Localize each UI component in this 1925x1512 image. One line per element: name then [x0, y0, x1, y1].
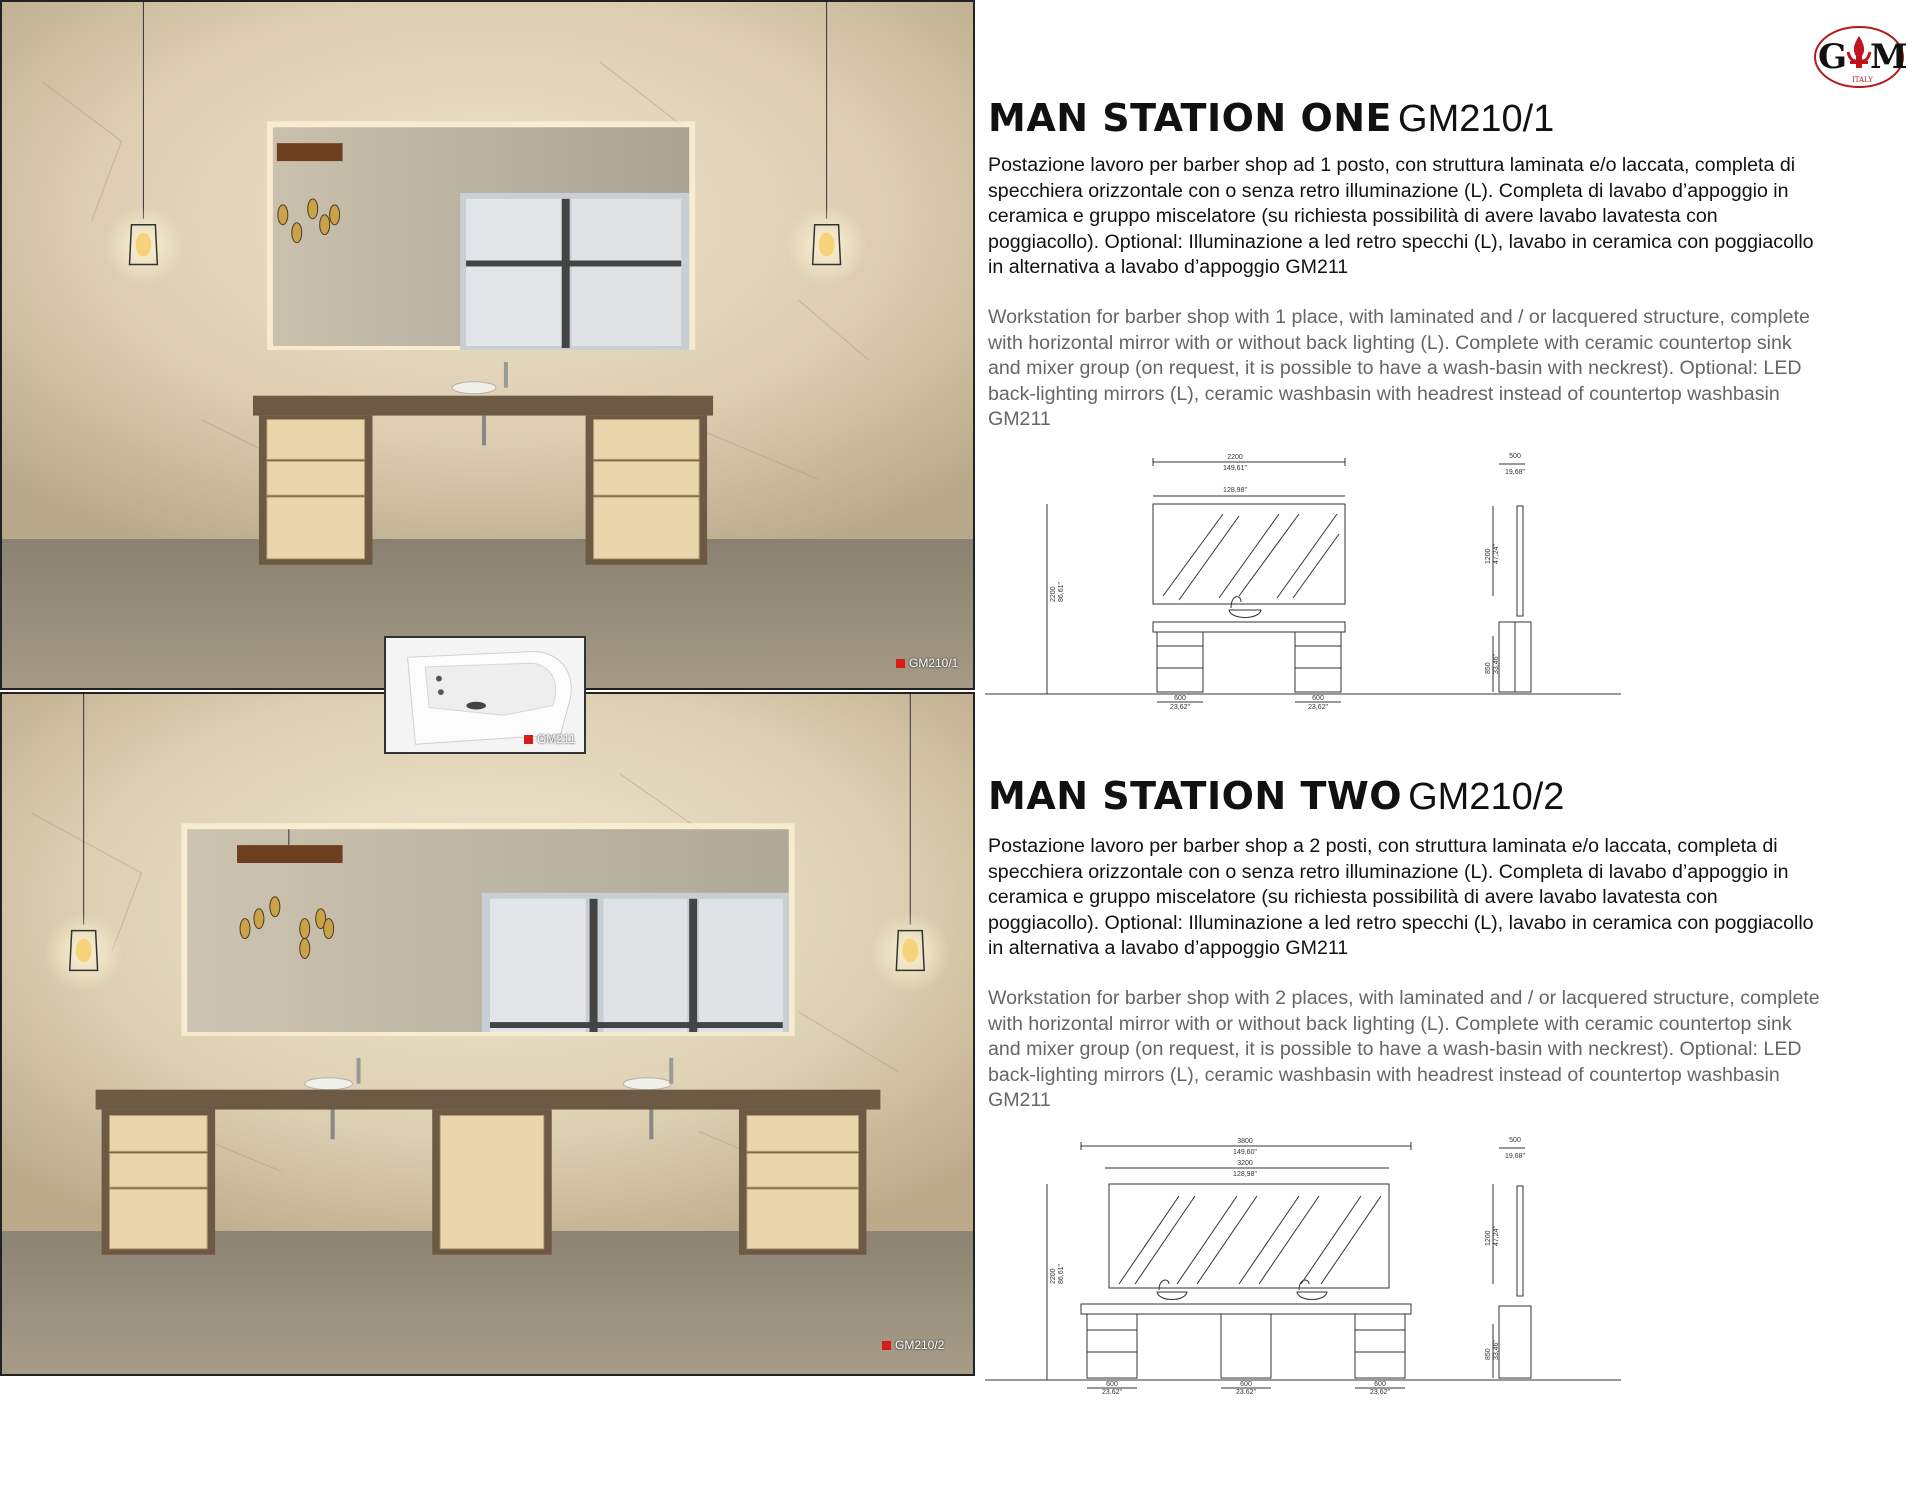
technical-drawing-station-one	[985, 446, 1621, 716]
inset-code-badge: GM211	[524, 732, 575, 746]
svg-text:1200: 1200	[1485, 1230, 1492, 1246]
svg-text:23,62": 23,62"	[1307, 704, 1329, 711]
svg-text:149,60": 149,60"	[1233, 1149, 1257, 1156]
washbasin-inset-photo	[384, 636, 586, 754]
svg-text:128,98": 128,98"	[1223, 487, 1247, 494]
description-italian: Postazione lavoro per barber shop ad 1 posto, con struttura laminata e/o laccata, completa di specchiera orizzontale con o senza retro illuminazione (L). Completa di lavabo d’appoggio in ceramica e gruppo miscelatore (su richiesta possibilità di avere lavabo lavatesta con poggiacollo). Optional: Illuminazione a led retro specchi (L), lavabo in ceramica con poggiacollo in alternativa a lavabo d’appoggio GM211	[988, 154, 1814, 278]
svg-text:86,61": 86,61"	[1058, 1263, 1065, 1284]
svg-text:2200: 2200	[1227, 454, 1243, 461]
description-english: Workstation for barber shop with 1 place, with laminated and / or lacquered structure, complete with horizontal mirror with or without back lighting (L). Complete with ceramic countertop sink and mixer group (on request, it is possible to have a wash-basin with neckrest). Optional: LED back-lighting mirrors (L), ceramic washbasin with headrest instead of countertop washbasin GM211	[988, 306, 1810, 430]
svg-text:149,61": 149,61"	[1223, 465, 1247, 472]
technical-drawing-station-two	[985, 1134, 1621, 1394]
brand-logo	[1812, 24, 1906, 90]
svg-text:47,24": 47,24"	[1493, 543, 1500, 564]
svg-text:850: 850	[1485, 1348, 1492, 1360]
product-photo-station-two	[0, 692, 975, 1376]
svg-text:47,24": 47,24"	[1493, 1225, 1500, 1246]
svg-text:128,98": 128,98"	[1233, 1171, 1257, 1178]
svg-text:86,61": 86,61"	[1058, 581, 1065, 602]
svg-text:600: 600	[1312, 695, 1324, 702]
photo-code-badge: GM210/2	[882, 1338, 944, 1352]
product-title: MAN STATION TWO GM210/2	[988, 774, 1565, 818]
svg-text:600: 600	[1106, 1381, 1118, 1388]
product-title: MAN STATION ONE GM210/1	[988, 96, 1555, 140]
svg-text:850: 850	[1485, 662, 1492, 674]
product-photo-station-one	[0, 0, 975, 690]
svg-text:600: 600	[1174, 695, 1186, 702]
svg-text:3800: 3800	[1237, 1138, 1253, 1145]
description-english: Workstation for barber shop with 2 places, with laminated and / or lacquered structure, complete with horizontal mirror with or without back lighting (L). Complete with ceramic countertop sink and mixer group (on request, it is possible to have a wash-basin with neckrest). Optional: LED back-lighting mirrors (L), ceramic washbasin with headrest instead of countertop washbasin GM211	[988, 987, 1820, 1111]
svg-text:23,62": 23,62"	[1369, 1389, 1391, 1394]
svg-text:G: G	[1818, 37, 1848, 77]
svg-text:19,68": 19,68"	[1504, 1153, 1526, 1160]
red-square-icon	[896, 659, 905, 668]
svg-text:500: 500	[1509, 453, 1521, 460]
photo-code-badge: GM210/1	[896, 656, 958, 670]
svg-text:500: 500	[1509, 1137, 1521, 1144]
svg-text:ITALY: ITALY	[1852, 76, 1873, 84]
svg-text:2200: 2200	[1050, 586, 1057, 602]
svg-text:23,62": 23,62"	[1235, 1389, 1257, 1394]
svg-text:600: 600	[1374, 1381, 1386, 1388]
svg-text:1200: 1200	[1485, 548, 1492, 564]
svg-text:33,46": 33,46"	[1493, 1339, 1500, 1360]
svg-text:600: 600	[1240, 1381, 1252, 1388]
svg-text:2200: 2200	[1050, 1268, 1057, 1284]
svg-text:23,62": 23,62"	[1169, 704, 1191, 711]
description-italian: Postazione lavoro per barber shop a 2 posti, con struttura laminata e/o laccata, completa di specchiera orizzontale con o senza retro illuminazione (L). Completa di lavabo d’appoggio in ceramica e gruppo miscelatore (su richiesta possibilità di avere lavabo lavatesta con poggiacollo). Optional: Illuminazione a led retro specchi (L), lavabo in ceramica con poggiacollo in alternativa a lavabo d’appoggio GM211	[988, 835, 1814, 959]
svg-text:3200: 3200	[1237, 1160, 1253, 1167]
svg-text:33,46": 33,46"	[1493, 653, 1500, 674]
red-square-icon	[524, 735, 533, 744]
svg-text:19,68": 19,68"	[1504, 469, 1526, 476]
svg-text:23,62": 23,62"	[1101, 1389, 1123, 1394]
red-square-icon	[882, 1341, 891, 1350]
svg-text:M: M	[1870, 37, 1906, 77]
fleur-de-lis-logo-icon	[1812, 24, 1906, 90]
